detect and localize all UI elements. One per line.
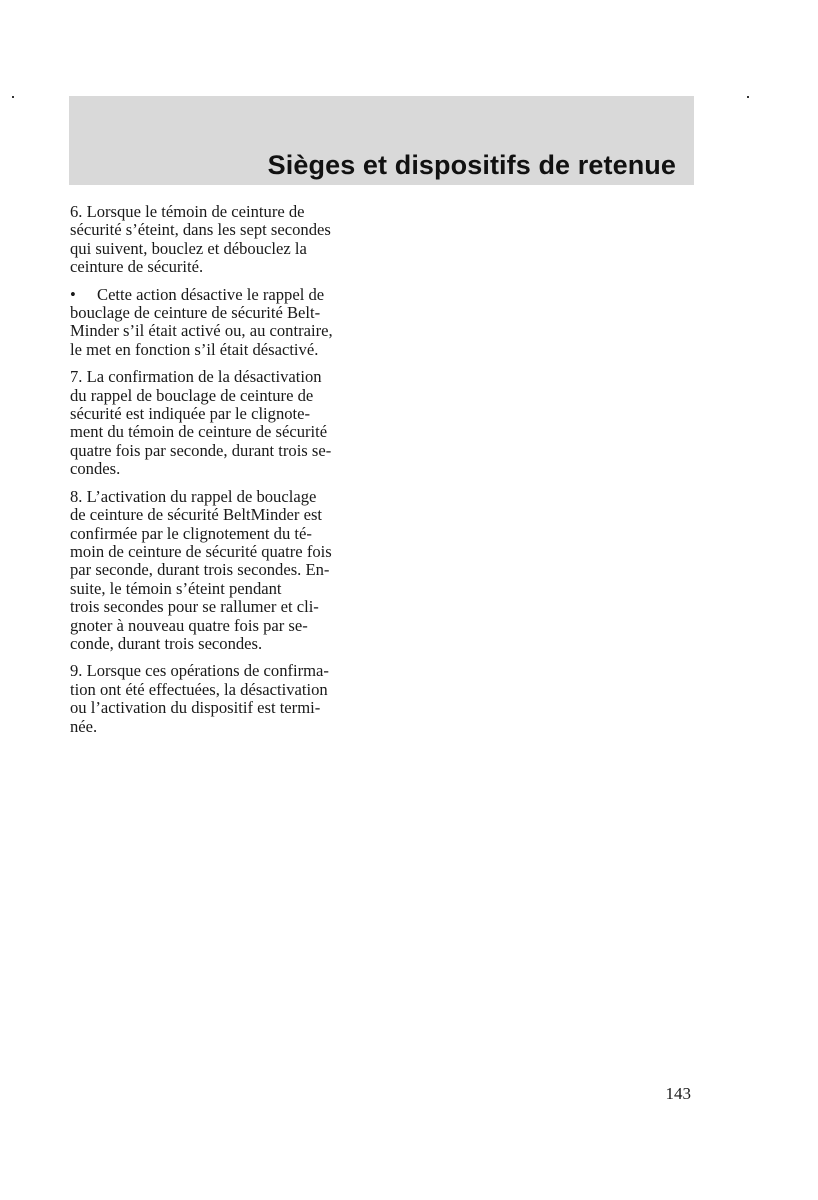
page-number: 143 [665, 1084, 691, 1103]
text-line: qui suivent, bouclez et débouclez la [70, 238, 307, 258]
section-title: Sièges et dispositifs de retenue [267, 150, 676, 180]
text-line: quatre fois par seconde, durant trois se- [70, 440, 332, 460]
text-line: 7. La confirmation de la désactivation [70, 367, 322, 387]
text-line: moin de ceinture de sécurité quatre fois [70, 541, 332, 561]
paragraph-step-8 [70, 488, 370, 654]
text-line [70, 286, 370, 304]
crop-mark-right [747, 96, 749, 98]
crop-mark-left [12, 96, 14, 98]
text-line: tion ont été effectuées, la désactivation [70, 679, 328, 699]
text-line: suite, le témoin s’éteint pendant [70, 578, 282, 598]
text-line: née. [70, 716, 98, 736]
paragraph-step-9 [70, 662, 370, 736]
text-line: 9. Lorsque ces opérations de confirma- [70, 661, 329, 681]
section-header-band [69, 96, 694, 185]
bullet-marker: • [70, 284, 76, 304]
text-line: sécurité est indiquée par le clignote- [70, 404, 311, 424]
text-line: par seconde, durant trois secondes. En- [70, 560, 330, 580]
text-line: le met en fonction s’il était désactivé. [70, 339, 319, 359]
text-line: ment du témoin de ceinture de sécurité [70, 422, 328, 442]
text-line: condes. [70, 459, 121, 479]
text-line: Minder s’il était activé ou, au contraire, [70, 321, 333, 341]
text-line: 8. L’activation du rappel de bouclage [70, 486, 317, 506]
text-line: du rappel de bouclage de ceinture de [70, 385, 314, 405]
text-line: ou l’activation du dispositif est termi- [70, 698, 321, 718]
body-text [70, 203, 370, 745]
paragraph-step-7 [70, 368, 370, 478]
text-line: confirmée par le clignotement du té- [70, 523, 312, 543]
text-line: conde, durant trois secondes. [70, 633, 263, 653]
bullet-text: Cette action désactive le rappel de [97, 284, 325, 304]
bullet-item [70, 286, 370, 360]
text-line: gnoter à nouveau quatre fois par se- [70, 615, 308, 635]
text-line: sécurité s’éteint, dans les sept secondes [70, 220, 331, 240]
paragraph-step-6 [70, 203, 370, 277]
text-line: 6. Lorsque le témoin de ceinture de [70, 202, 305, 221]
text-line: trois secondes pour se rallumer et cli- [70, 597, 319, 617]
text-line: ceinture de sécurité. [70, 257, 204, 277]
text-line: bouclage de ceinture de sécurité Belt- [70, 303, 321, 323]
text-line: de ceinture de sécurité BeltMinder est [70, 505, 323, 525]
